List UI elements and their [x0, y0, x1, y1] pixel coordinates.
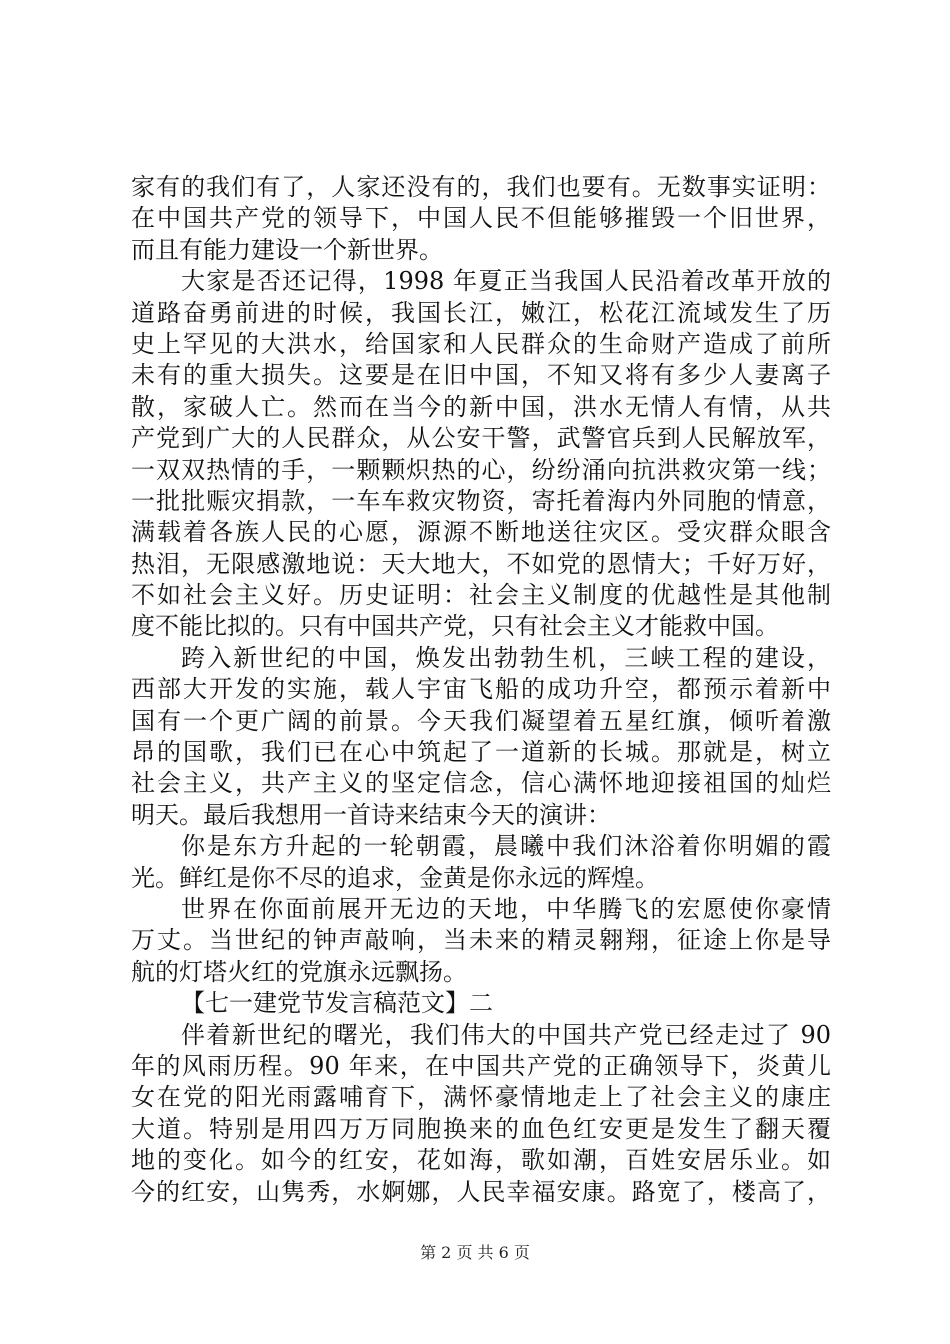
text-line: 万丈。当世纪的钟声敲响，当未来的精灵翱翔，征途上你是导: [131, 926, 831, 955]
document-body: [131, 172, 831, 1208]
text-line: 昂的国歌，我们已在心中筑起了一道新的长城。那就是，树立: [131, 738, 831, 767]
text-line: 西部大开发的实施，载人宇宙飞船的成功升空，都预示着新中: [131, 675, 831, 704]
text-line: 史上罕见的大洪水，给国家和人民群众的生命财产造成了前所: [131, 329, 831, 358]
text-line: 伴着新世纪的曙光，我们伟大的中国共产党已经走过了 90: [181, 1020, 831, 1049]
text-line: 光。鲜红是你不尽的追求，金黄是你永远的辉煌。: [131, 863, 659, 892]
text-line: 不如社会主义好。历史证明：社会主义制度的优越性是其他制: [131, 581, 831, 610]
text-line: 你是东方升起的一轮朝霞，晨曦中我们沐浴着你明媚的霞: [181, 832, 831, 861]
text-line: 航的灯塔火红的党旗永远飘扬。: [131, 957, 467, 986]
text-line: 年的风雨历程。90 年来，在中国共产党的正确领导下，炎黄儿: [131, 1051, 831, 1080]
text-line: 一批批赈灾捐款，一车车救灾物资，寄托着海内外同胞的情意，: [131, 486, 831, 515]
page-number-footer: 第 2 页 共 6 页: [420, 1243, 530, 1262]
text-line: 国有一个更广阔的前景。今天我们凝望着五星红旗，倾听着激: [131, 706, 831, 735]
text-line: 大家是否还记得，1998 年夏正当我国人民沿着改革开放的: [181, 267, 831, 296]
section-heading: 【七一建党节发言稿范文】二: [181, 989, 493, 1018]
text-line: 产党到广大的人民群众，从公安干警，武警官兵到人民解放军，: [131, 424, 831, 453]
text-line: 地的变化。如今的红安，花如海，歌如潮，百姓安居乐业。如: [131, 1146, 831, 1175]
text-line: 家有的我们有了，人家还没有的，我们也要有。无数事实证明：: [131, 173, 831, 201]
text-line: 大道。特别是用四万万同胞换来的血色红安更是发生了翻天覆: [131, 1114, 831, 1143]
text-line: 在中国共产党的领导下，中国人民不但能够摧毁一个旧世界，: [131, 204, 831, 233]
text-line: 热泪，无限感激地说：天大地大，不如党的恩情大；千好万好，: [131, 549, 831, 578]
text-line: 而且有能力建设一个新世界。: [131, 235, 443, 264]
text-line: 跨入新世纪的中国，焕发出勃勃生机，三峡工程的建设，: [181, 643, 831, 672]
text-line: 女在党的阳光雨露哺育下，满怀豪情地走上了社会主义的康庄: [131, 1083, 831, 1112]
text-line: 今的红安，山隽秀，水婀娜，人民幸福安康。路宽了，楼高了，: [131, 1177, 831, 1206]
text-line: 道路奋勇前进的时候，我国长江，嫩江，松花江流域发生了历: [131, 298, 831, 327]
text-line: 世界在你面前展开无边的天地，中华腾飞的宏愿使你豪情: [181, 894, 831, 923]
text-line: 未有的重大损失。这要是在旧中国，不知又将有多少人妻离子: [131, 361, 831, 390]
text-line: 满载着各族人民的心愿，源源不断地送往灾区。受灾群众眼含: [131, 518, 831, 547]
text-line: 社会主义，共产主义的坚定信念，信心满怀地迎接祖国的灿烂: [131, 769, 831, 798]
text-line: 一双双热情的手，一颗颗炽热的心，纷纷涌向抗洪救灾第一线；: [131, 455, 831, 484]
text-line: 散，家破人亡。然而在当今的新中国，洪水无情人有情，从共: [131, 392, 831, 421]
text-line: 明天。最后我想用一首诗来结束今天的演讲：: [131, 800, 611, 829]
text-line: 度不能比拟的。只有中国共产党，只有社会主义才能救中国。: [131, 612, 779, 641]
